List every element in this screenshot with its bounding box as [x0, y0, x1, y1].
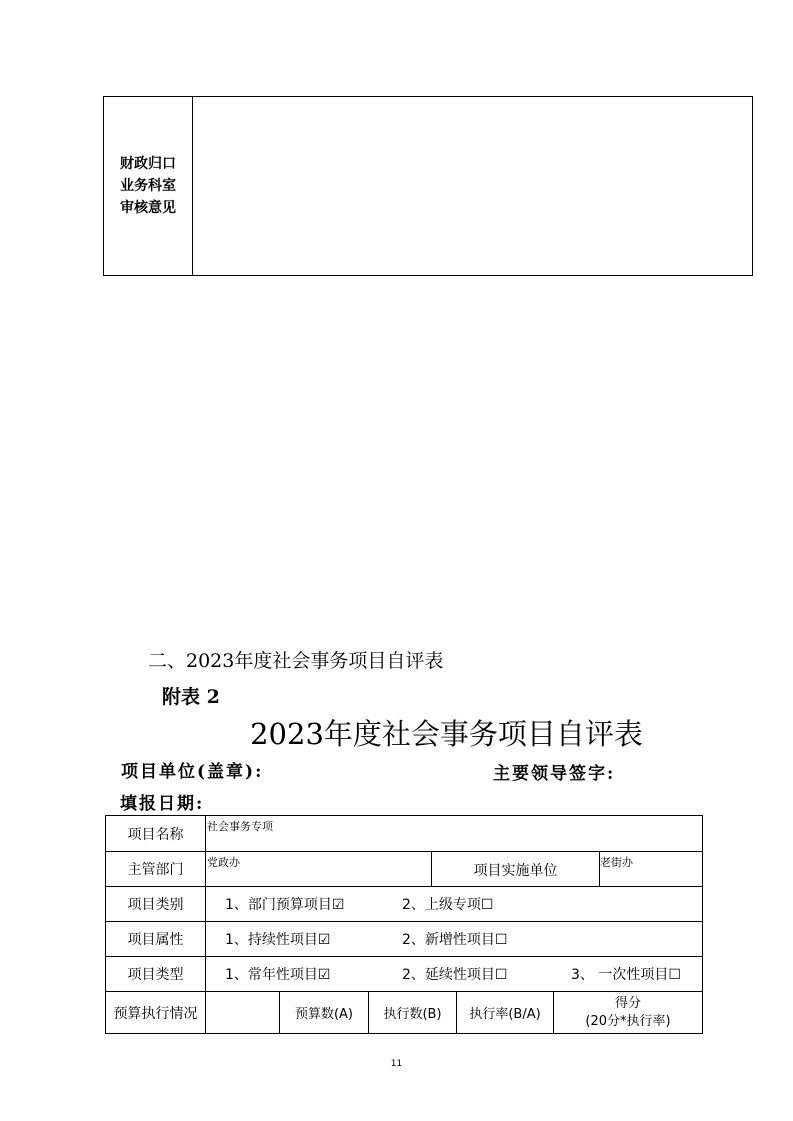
form-title: 2023年度社会事务项目自评表 [250, 717, 643, 751]
table-row [106, 991, 702, 1033]
score-header-line2: (20分*执行率) [585, 1013, 671, 1029]
dept-label: 主管部门 [106, 852, 206, 886]
budget-header-rate: 执行率(B/A) [457, 992, 554, 1033]
table-row [106, 851, 702, 886]
review-label: 财政归口业务科室审核意见 [120, 156, 176, 216]
page-number: 11 [390, 1059, 403, 1069]
date-label: 填报日期: [120, 794, 205, 814]
category-option-1[interactable]: 1、部门预算项目☑ [225, 897, 345, 913]
attribute-option-2[interactable]: 2、新增性项目☐ [402, 932, 508, 948]
appendix-label: 附表 2 [162, 686, 220, 708]
unit-label: 项目单位(盖章): [121, 762, 264, 782]
attribute-label: 项目属性 [106, 922, 206, 956]
leader-signature-label: 主要领导签字: [493, 764, 616, 784]
budget-header-planned: 预算数(A) [280, 992, 369, 1033]
review-opinion-box [103, 96, 753, 276]
budget-header-executed: 执行数(B) [369, 992, 457, 1033]
dept-value: 党政办 [207, 852, 432, 886]
table-row [106, 921, 702, 956]
table-row [106, 956, 702, 991]
type-option-3[interactable]: 3、 一次性项目☐ [571, 967, 681, 983]
evaluation-table [105, 815, 703, 1034]
type-option-1[interactable]: 1、常年性项目☑ [225, 967, 331, 983]
review-label-cell [104, 97, 193, 275]
type-option-2[interactable]: 2、延续性项目☐ [402, 967, 508, 983]
table-row [106, 886, 702, 921]
budget-label: 预算执行情况 [106, 992, 206, 1033]
review-content-area [193, 97, 752, 275]
impl-unit-label: 项目实施单位 [432, 852, 600, 886]
type-label: 项目类型 [106, 957, 206, 991]
score-header-line1: 得分 [614, 995, 641, 1011]
budget-blank-cell [207, 992, 280, 1033]
impl-unit-value: 老街办 [600, 856, 633, 869]
category-label: 项目类别 [106, 887, 206, 921]
table-row [106, 816, 702, 851]
score-header [554, 992, 702, 1033]
attribute-option-1[interactable]: 1、持续性项目☑ [225, 932, 331, 948]
category-option-2[interactable]: 2、上级专项☐ [402, 897, 494, 913]
section-title: 二、2023年度社会事务项目自评表 [148, 650, 444, 672]
project-name-value: 社会事务专项 [207, 820, 273, 833]
project-name-label: 项目名称 [106, 816, 206, 851]
